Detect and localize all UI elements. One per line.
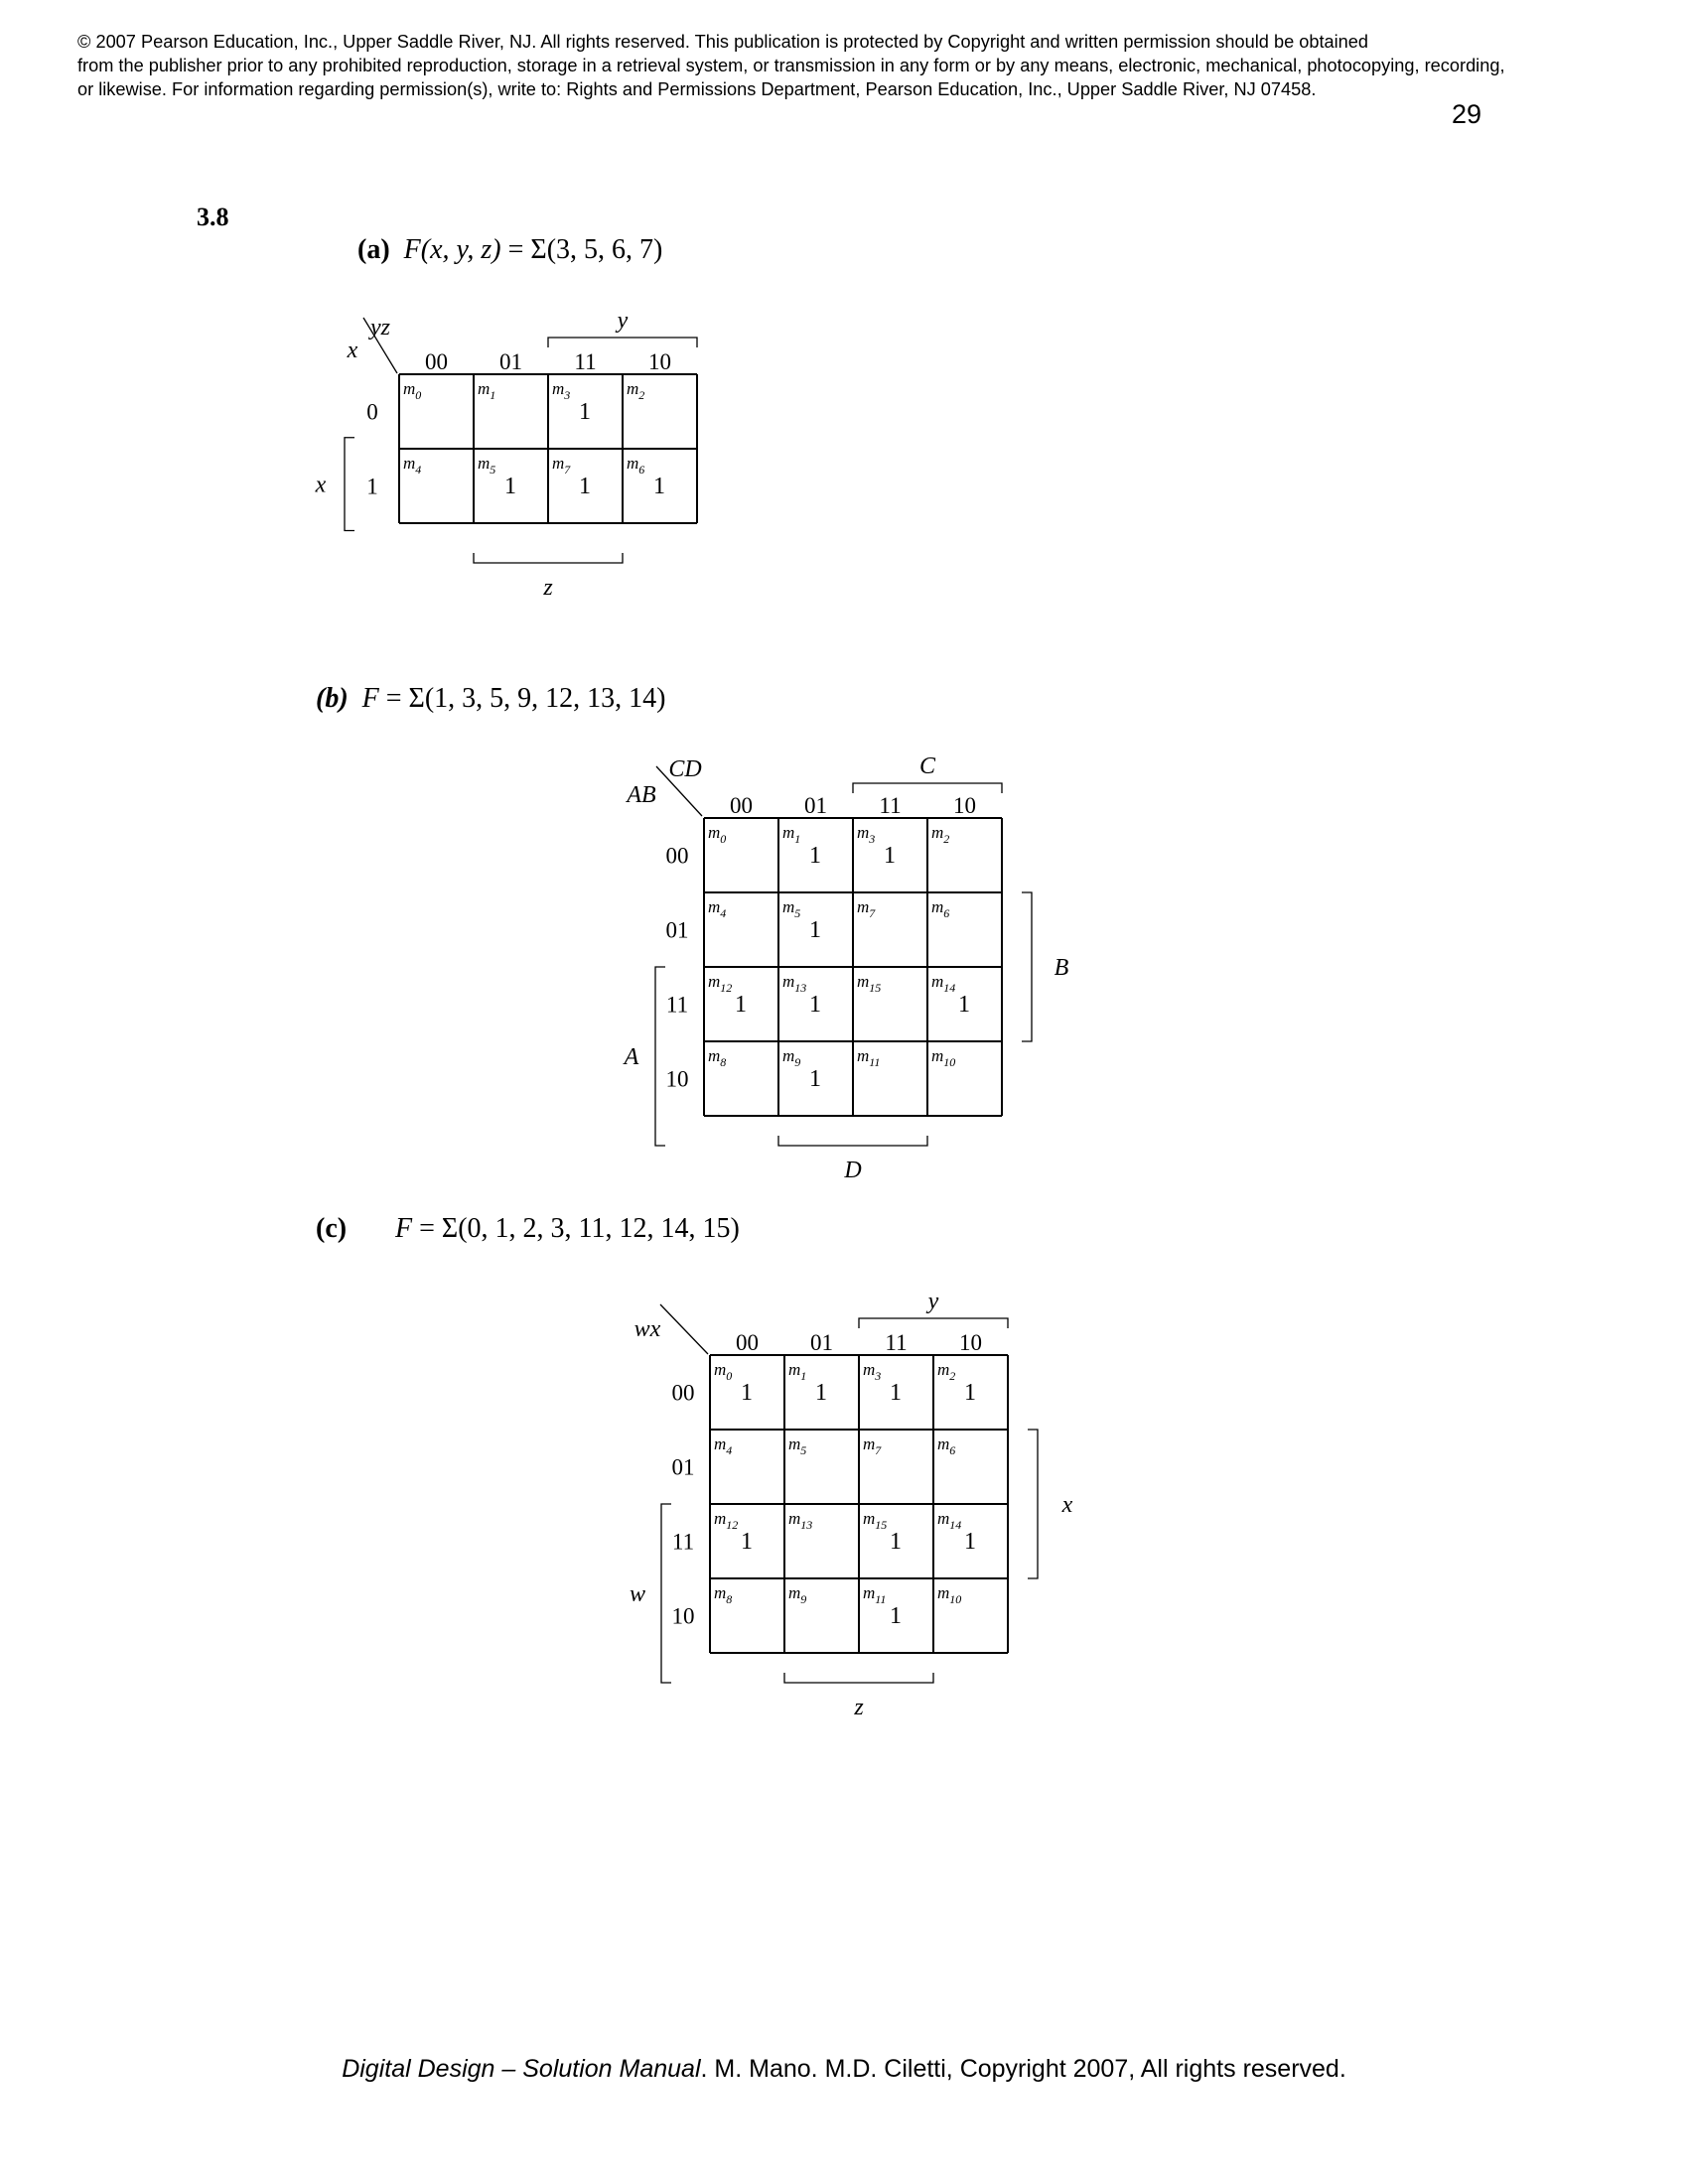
row-variable-label: x — [347, 338, 358, 363]
part-c-function-lhs: F — [395, 1213, 413, 1244]
minterm-label: $m_0$ — [714, 1360, 733, 1383]
cell-value-one: 1 — [964, 1380, 976, 1406]
minterm-label: $m_7$ — [552, 454, 571, 477]
cell-value-one: 1 — [579, 399, 591, 425]
top-bracket-variable: C — [918, 753, 936, 779]
cell-value-one: 1 — [809, 992, 821, 1018]
cell-value-one: 1 — [735, 992, 747, 1018]
problem-number: 3.8 — [197, 203, 229, 231]
cell-value-one: 1 — [653, 474, 665, 499]
minterm-label: $m_5$ — [782, 897, 801, 920]
cell-value-one: 1 — [890, 1603, 902, 1629]
minterm-label: $m_{13}$ — [782, 972, 807, 995]
cell-value-one: 1 — [504, 474, 516, 499]
minterm-label: $m_4$ — [708, 897, 727, 920]
cell-value-one: 1 — [890, 1380, 902, 1406]
minterm-label: $m_{10}$ — [931, 1046, 956, 1069]
minterm-label: $m_4$ — [714, 1434, 733, 1457]
bottom-bracket-variable: D — [844, 1158, 862, 1183]
cell-value-one: 1 — [958, 992, 970, 1018]
minterm-label: $m_5$ — [788, 1434, 807, 1457]
column-label: 00 — [730, 793, 753, 818]
cell-value-one: 1 — [964, 1529, 976, 1555]
minterm-label: $m_{15}$ — [863, 1509, 888, 1532]
minterm-label: $m_{11}$ — [857, 1046, 881, 1069]
part-a-function-rhs: = Σ(3, 5, 6, 7) — [500, 234, 663, 265]
right-bracket-variable: B — [1054, 955, 1069, 981]
minterm-label: $m_3$ — [863, 1360, 882, 1383]
minterm-label: $m_2$ — [937, 1360, 956, 1383]
minterm-label: $m_0$ — [708, 823, 727, 846]
cell-value-one: 1 — [815, 1380, 827, 1406]
row-label: 10 — [671, 1603, 695, 1629]
column-label: 11 — [574, 349, 597, 374]
minterm-label: $m_0$ — [403, 379, 422, 402]
column-label: 10 — [648, 349, 671, 374]
row-label: 0 — [366, 399, 378, 425]
footer — [0, 2055, 1688, 2084]
row-label: 1 — [366, 474, 378, 499]
top-bracket-variable: y — [617, 308, 629, 334]
column-variable-label: yz — [370, 315, 390, 341]
minterm-label: $m_{12}$ — [708, 972, 733, 995]
row-label: 01 — [665, 917, 689, 943]
left-bracket — [661, 1504, 671, 1683]
row-label: 11 — [671, 1529, 695, 1555]
column-label: 01 — [804, 793, 827, 818]
minterm-label: $m_4$ — [403, 454, 422, 477]
left-bracket-variable: A — [624, 1044, 639, 1070]
part-a-function-lhs: F(x, y, z) — [403, 234, 501, 265]
minterm-label: $m_6$ — [937, 1434, 956, 1457]
minterm-label: $m_5$ — [478, 454, 496, 477]
left-bracket-variable: x — [315, 472, 327, 498]
minterm-label: $m_{13}$ — [788, 1509, 813, 1532]
page-number: 29 — [1452, 99, 1482, 129]
part-b-function-lhs: F — [361, 683, 379, 714]
copyright-line: from the publisher prior to any prohibited reproduction, storage in a retrieval system, or transmission in any form or by any means, electronic, mechanical, photocopying, recording, — [77, 56, 1505, 75]
copyright-line: or likewise. For information regarding permission(s), write to: Rights and Permissions Department, Pearson Education, Inc., Upper Saddle River, NJ 07458. — [77, 79, 1317, 99]
row-label: 00 — [665, 843, 689, 869]
minterm-label: $m_1$ — [788, 1360, 807, 1383]
footer-title: Digital Design – Solution Manual — [342, 2055, 701, 2083]
minterm-label: $m_{11}$ — [863, 1583, 887, 1606]
minterm-label: $m_{14}$ — [937, 1509, 962, 1532]
minterm-label: $m_3$ — [857, 823, 876, 846]
column-label: 11 — [885, 1330, 908, 1355]
minterm-label: $m_3$ — [552, 379, 571, 402]
part-b-function-rhs: = Σ(1, 3, 5, 9, 12, 13, 14) — [378, 683, 666, 714]
minterm-label: $m_8$ — [708, 1046, 727, 1069]
minterm-label: $m_9$ — [782, 1046, 801, 1069]
column-variable-label: CD — [668, 756, 702, 782]
cell-value-one: 1 — [809, 917, 821, 943]
top-bracket-variable: y — [927, 1289, 939, 1314]
minterm-label: $m_{14}$ — [931, 972, 956, 995]
cell-value-one: 1 — [579, 474, 591, 499]
minterm-label: $m_7$ — [863, 1434, 882, 1457]
minterm-label: $m_6$ — [627, 454, 645, 477]
cell-value-one: 1 — [884, 843, 896, 869]
bottom-bracket — [784, 1673, 933, 1683]
row-label: 00 — [671, 1380, 695, 1406]
corner-divider-line — [660, 1304, 708, 1354]
minterm-label: $m_2$ — [627, 379, 645, 402]
column-label: 01 — [810, 1330, 833, 1355]
minterm-label: $m_{12}$ — [714, 1509, 739, 1532]
copyright-line: © 2007 Pearson Education, Inc., Upper Saddle River, NJ. All rights reserved. This publication is protected by Copyright and written permission should be obtained — [77, 32, 1369, 52]
part-a-label: (a) — [357, 234, 390, 265]
right-bracket-variable: x — [1061, 1492, 1073, 1518]
right-bracket — [1028, 1430, 1038, 1578]
part-c-label: (c) — [316, 1213, 348, 1244]
row-variable-label: AB — [627, 782, 656, 808]
bottom-bracket-variable: z — [543, 575, 553, 601]
cell-value-one: 1 — [890, 1529, 902, 1555]
part-b-label: (b) — [316, 683, 349, 714]
column-label: 10 — [959, 1330, 982, 1355]
part-c-function-rhs: = Σ(0, 1, 2, 3, 11, 12, 14, 15) — [412, 1213, 740, 1244]
bottom-bracket-variable: z — [854, 1695, 864, 1720]
cell-value-one: 1 — [809, 843, 821, 869]
column-label: 10 — [953, 793, 976, 818]
minterm-label: $m_1$ — [478, 379, 496, 402]
minterm-label: $m_1$ — [782, 823, 801, 846]
left-bracket-variable: w — [629, 1581, 646, 1607]
footer-credits: . M. Mano. M.D. Ciletti, Copyright 2007, All rights reserved. — [700, 2055, 1346, 2083]
column-label: 00 — [425, 349, 448, 374]
cell-value-one: 1 — [741, 1529, 753, 1555]
cell-value-one: 1 — [741, 1380, 753, 1406]
minterm-label: $m_6$ — [931, 897, 950, 920]
top-bracket — [859, 1318, 1008, 1328]
minterm-label: $m_2$ — [931, 823, 950, 846]
column-label: 11 — [879, 793, 902, 818]
minterm-label: $m_{10}$ — [937, 1583, 962, 1606]
row-variable-label: wx — [633, 1316, 661, 1342]
row-label: 01 — [671, 1454, 695, 1480]
minterm-label: $m_7$ — [857, 897, 876, 920]
minterm-label: $m_{15}$ — [857, 972, 882, 995]
column-label: 01 — [499, 349, 522, 374]
minterm-label: $m_9$ — [788, 1583, 807, 1606]
column-label: 00 — [736, 1330, 759, 1355]
cell-value-one: 1 — [809, 1066, 821, 1092]
row-label: 11 — [665, 992, 689, 1018]
row-label: 10 — [665, 1066, 689, 1092]
minterm-label: $m_8$ — [714, 1583, 733, 1606]
